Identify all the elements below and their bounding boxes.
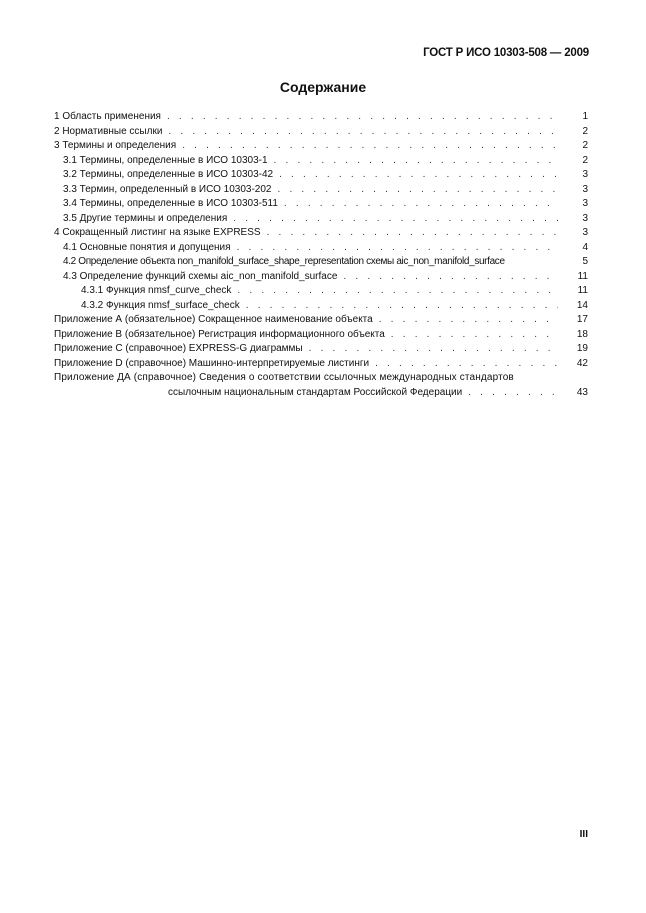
toc-entry[interactable]: Приложение D (справочное) Машинно-интерпретируемые листинги . . . 42 xyxy=(54,357,588,372)
toc-entry[interactable]: Приложение С (справочное) EXPRESS-G диаграммы . . . 19 xyxy=(54,342,588,357)
toc-entry[interactable]: 3.5 Другие термины и определения . . . 3 xyxy=(54,212,588,227)
leader-dots xyxy=(227,212,558,227)
leader-dots xyxy=(278,197,558,212)
leader-dots xyxy=(369,357,558,372)
leader-dots xyxy=(162,125,558,140)
toc-entry[interactable]: 3.3 Термин, определенный в ИСО 10303-202 . . . 3 xyxy=(54,183,588,198)
toc-entry[interactable]: 3 Термины и определения . . . 2 xyxy=(54,139,588,154)
leader-dots xyxy=(273,168,558,183)
toc-entry[interactable]: 4.2 Определение объекта non_manifold_surface_shape_representation схемы aic_non_manifold_surface 5 xyxy=(63,256,588,267)
leader-dots xyxy=(231,284,558,299)
leader-dots xyxy=(261,226,558,241)
toc-entry[interactable]: 4.3.2 Функция nmsf_surface_check . . . 14 xyxy=(54,299,588,314)
leader-dots xyxy=(161,110,558,125)
leader-dots xyxy=(268,154,558,169)
toc-entry[interactable]: 2 Нормативные ссылки . . . 2 xyxy=(54,125,588,140)
leader-dots xyxy=(373,313,558,328)
page-number: III xyxy=(579,829,588,840)
leader-dots xyxy=(462,386,558,401)
leader-dots xyxy=(272,183,559,198)
toc-entry[interactable]: 4.1 Основные понятия и допущения . . . 4 xyxy=(54,241,588,256)
toc-entry-multiline[interactable]: Приложение ДА (справочное) Сведения о соответствии ссылочных международных стандартов ссылочным национальным стандартам Российской Федерации . . . 43 xyxy=(54,371,588,400)
leader-dots xyxy=(231,241,558,256)
toc-title: Содержание xyxy=(279,79,367,95)
toc-entry[interactable]: 4 Сокращенный листинг на языке EXPRESS . . . 3 xyxy=(54,226,588,241)
leader-dots xyxy=(303,342,558,357)
toc-entry[interactable]: 1 Область применения . . . 1 xyxy=(54,110,588,125)
toc-entry[interactable]: 3.1 Термины, определенные в ИСО 10303-1 . . . 2 xyxy=(54,154,588,169)
document-header: ГОСТ Р ИСО 10303-508 — 2009 xyxy=(423,47,589,59)
toc-entry[interactable]: Приложение В (обязательное) Регистрация информационного объекта . . . 18 xyxy=(54,328,588,343)
toc-entry[interactable]: 4.3 Определение функций схемы aic_non_manifold_surface . . . 11 xyxy=(54,270,588,285)
leader-dots xyxy=(240,299,558,314)
toc-entry[interactable]: 3.4 Термины, определенные в ИСО 10303-511 . . . 3 xyxy=(54,197,588,212)
table-of-contents xyxy=(54,110,588,400)
toc-entry[interactable]: 4.3.1 Функция nmsf_curve_check . . . 11 xyxy=(54,284,588,299)
toc-entry[interactable]: Приложение А (обязательное) Сокращенное наименование объекта . . . 17 xyxy=(54,313,588,328)
leader-dots xyxy=(176,139,558,154)
leader-dots xyxy=(337,270,558,285)
leader-dots xyxy=(385,328,558,343)
toc-entry[interactable]: 3.2 Термины, определенные в ИСО 10303-42 . . . 3 xyxy=(54,168,588,183)
